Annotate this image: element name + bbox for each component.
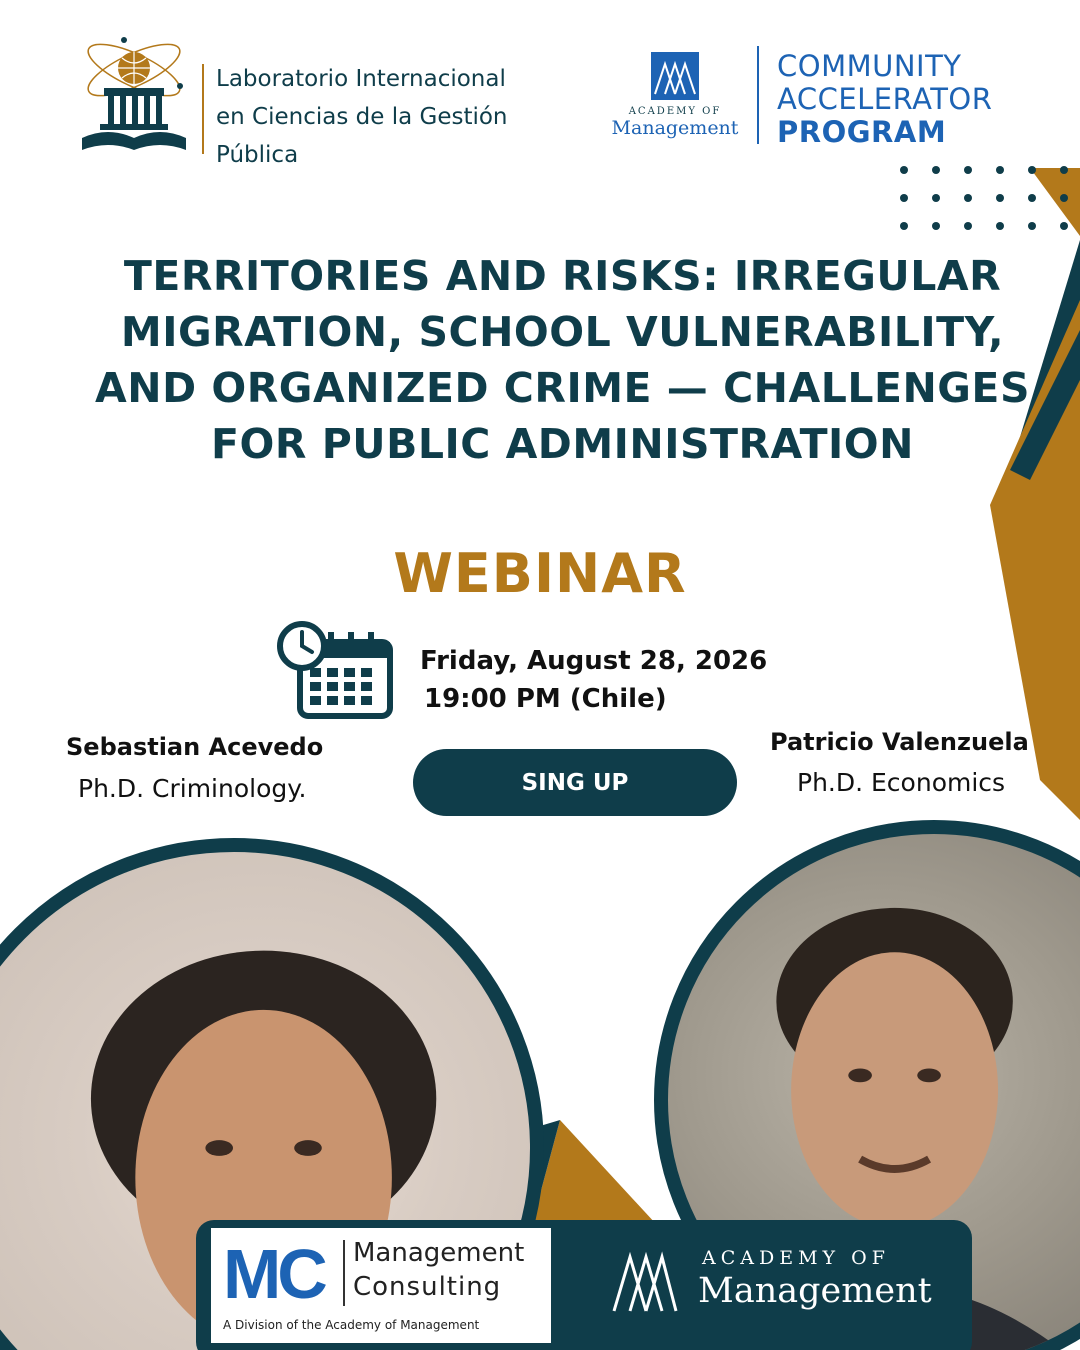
- event-type: WEBINAR: [393, 542, 687, 605]
- calendar-clock-icon: [276, 620, 394, 720]
- lab-name-line-2: en Ciencias de la Gestión: [216, 104, 508, 130]
- mc-line-1: Management: [353, 1238, 525, 1268]
- cap-line-3: PROGRAM: [777, 115, 947, 149]
- lab-name-line-3: Pública: [216, 142, 299, 168]
- mc-line-2: Consulting: [353, 1272, 502, 1302]
- lab-name-line-1: Laboratorio Internacional: [216, 66, 506, 92]
- speaker-1-degree: Ph.D. Criminology.: [78, 774, 307, 803]
- cap-line-2: ACCELERATOR: [777, 82, 993, 116]
- lab-name: [216, 60, 508, 174]
- aom-top-text-2: Management: [611, 117, 739, 139]
- cap-line-1: COMMUNITY: [777, 49, 962, 83]
- signup-button[interactable]: SING UP: [413, 749, 737, 816]
- aom-mountain-icon: [610, 1243, 680, 1315]
- speaker-2-name: Patricio Valenzuela: [770, 728, 1029, 756]
- aom-top-text-1: ACADEMY OF: [628, 106, 722, 117]
- speaker-2-degree: Ph.D. Economics: [797, 768, 1006, 797]
- lab-logo: [78, 30, 190, 158]
- event-time: 19:00 PM (Chile): [424, 684, 667, 714]
- aom-divider: [757, 46, 759, 144]
- aom-top-logo: [610, 52, 740, 152]
- community-accelerator-program: [777, 50, 992, 149]
- aom-bottom-text-1: ACADEMY OF: [702, 1247, 890, 1269]
- dot-grid: [896, 160, 1076, 240]
- lab-divider: [202, 64, 204, 154]
- speaker-1-name: Sebastian Acevedo: [66, 733, 324, 761]
- management-consulting-logo: [211, 1228, 551, 1343]
- event-date: Friday, August 28, 2026: [420, 646, 768, 676]
- mc-subtitle: A Division of the Academy of Management: [223, 1318, 480, 1332]
- aom-bottom-logo: [610, 1235, 940, 1325]
- aom-bottom-text-2: Management: [698, 1271, 932, 1311]
- event-title: TERRITORIES AND RISKS: IRREGULAR MIGRATION, SCHOOL VULNERABILITY, AND ORGANIZED CRIME — CHALLENGES FOR PUBLIC ADMINISTRATION: [95, 252, 1030, 468]
- mc-monogram: MC: [223, 1235, 324, 1313]
- aom-mountain-icon: [651, 52, 699, 100]
